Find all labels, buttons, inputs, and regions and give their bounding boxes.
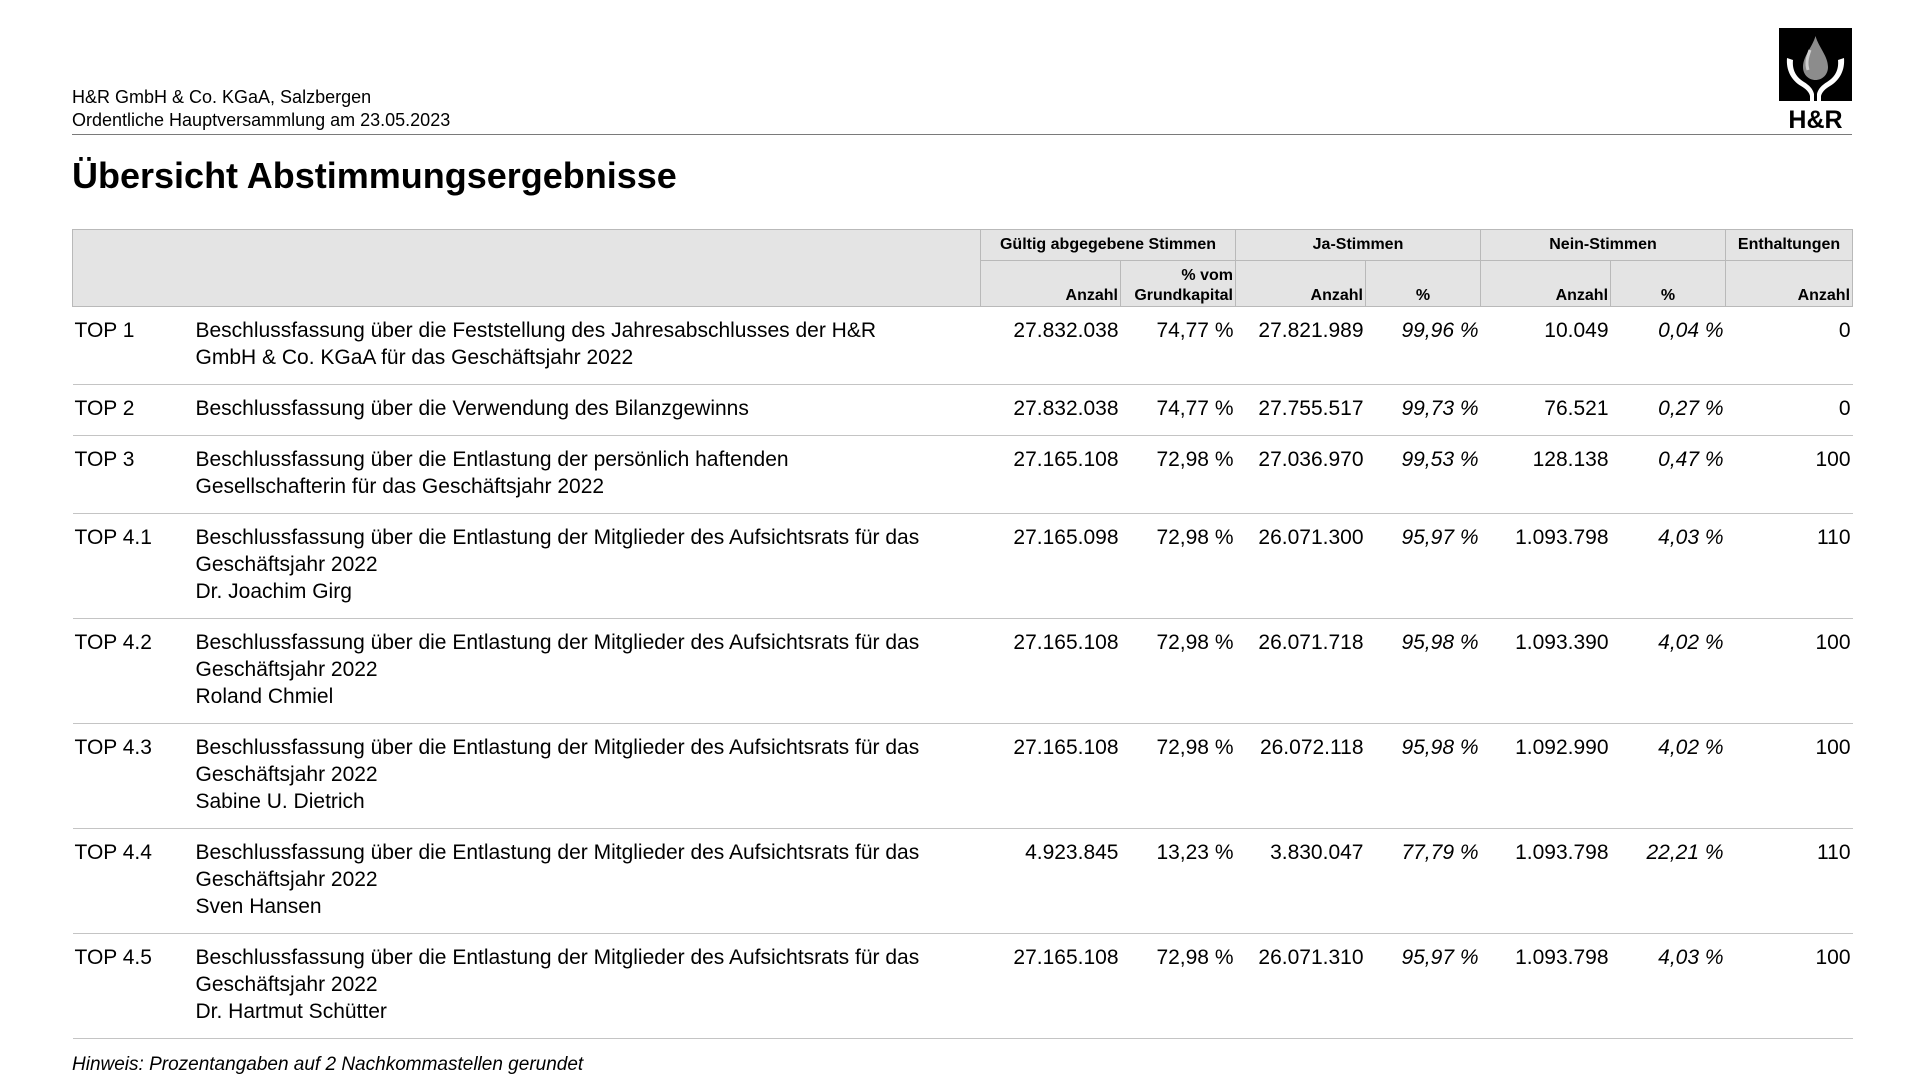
valid-votes-pct: 72,98 % <box>1121 724 1236 829</box>
no-votes-pct: 22,21 % <box>1611 829 1726 934</box>
agenda-item: TOP 4.3 <box>73 724 194 829</box>
resolution-description <box>194 514 981 619</box>
yes-votes-pct: 95,98 % <box>1366 724 1481 829</box>
yes-votes-count: 27.821.989 <box>1236 307 1366 385</box>
no-votes-pct: 4,02 % <box>1611 619 1726 724</box>
yes-votes-pct: 77,79 % <box>1366 829 1481 934</box>
no-votes-pct: 4,03 % <box>1611 514 1726 619</box>
valid-votes-pct: 72,98 % <box>1121 619 1236 724</box>
table-row <box>73 619 1853 724</box>
valid-votes-pct: 74,77 % <box>1121 385 1236 436</box>
yes-votes-pct: 95,97 % <box>1366 934 1481 1039</box>
company-name: H&R GmbH & Co. KGaA, Salzbergen <box>72 87 372 107</box>
description-line: Gesellschafterin für das Geschäftsjahr 2022 <box>195 475 605 498</box>
yes-votes-count: 26.072.118 <box>1236 724 1366 829</box>
yes-votes-pct: 95,97 % <box>1366 514 1481 619</box>
board-member-name: Sabine U. Dietrich <box>195 790 365 813</box>
yes-votes-count: 26.071.300 <box>1236 514 1366 619</box>
header-yes-count: Anzahl <box>1236 261 1366 307</box>
rounding-note: Hinweis: Prozentangaben auf 2 Nachkommastellen gerundet <box>72 1054 584 1075</box>
no-votes-count: 1.092.990 <box>1481 724 1611 829</box>
table-row <box>73 724 1853 829</box>
hr-logo <box>1779 28 1852 130</box>
no-votes-pct: 0,04 % <box>1611 307 1726 385</box>
results-body <box>73 307 1853 1039</box>
description-line: Geschäftsjahr 2022 <box>195 868 378 891</box>
valid-votes-count: 27.165.108 <box>981 619 1121 724</box>
header-no-pct: % <box>1611 261 1726 307</box>
no-votes-pct: 0,27 % <box>1611 385 1726 436</box>
resolution-description <box>194 307 981 385</box>
yes-votes-pct: 99,96 % <box>1366 307 1481 385</box>
abstentions-count: 110 <box>1726 514 1853 619</box>
description-line: Geschäftsjahr 2022 <box>195 763 378 786</box>
agenda-item: TOP 4.5 <box>73 934 194 1039</box>
board-member-name: Sven Hansen <box>195 895 322 918</box>
valid-votes-count: 27.165.108 <box>981 436 1121 514</box>
abstentions-count: 100 <box>1726 436 1853 514</box>
document-page <box>72 0 1852 1080</box>
voting-results-table <box>72 229 1853 1039</box>
header-blank <box>73 230 981 307</box>
table-row <box>73 385 1853 436</box>
header-valid-pct-line2: Grundkapital <box>1134 287 1233 304</box>
yes-votes-count: 27.755.517 <box>1236 385 1366 436</box>
header-valid-pct <box>1121 261 1236 307</box>
no-votes-count: 1.093.798 <box>1481 514 1611 619</box>
valid-votes-count: 27.165.108 <box>981 724 1121 829</box>
agenda-item: TOP 3 <box>73 436 194 514</box>
description-line: Geschäftsjahr 2022 <box>195 553 378 576</box>
yes-votes-pct: 99,53 % <box>1366 436 1481 514</box>
table-row <box>73 436 1853 514</box>
no-votes-count: 10.049 <box>1481 307 1611 385</box>
table-row <box>73 307 1853 385</box>
resolution-description <box>194 829 981 934</box>
header-abstentions: Enthaltungen <box>1726 230 1853 261</box>
description-line: Beschlussfassung über die Entlastung der Mitglieder des Aufsichtsrats für das <box>195 841 920 864</box>
table-row <box>73 514 1853 619</box>
header-no-votes: Nein-Stimmen <box>1481 230 1726 261</box>
header-abstain-count: Anzahl <box>1726 261 1853 307</box>
no-votes-pct: 4,02 % <box>1611 724 1726 829</box>
header-no-count: Anzahl <box>1481 261 1611 307</box>
board-member-name: Dr. Hartmut Schütter <box>195 1000 387 1023</box>
resolution-description <box>194 385 981 436</box>
valid-votes-pct: 74,77 % <box>1121 307 1236 385</box>
resolution-description <box>194 724 981 829</box>
no-votes-count: 1.093.798 <box>1481 829 1611 934</box>
header-yes-pct: % <box>1366 261 1481 307</box>
description-line: GmbH & Co. KGaA für das Geschäftsjahr 2022 <box>195 346 634 369</box>
svg-text:H&R: H&R <box>1788 106 1843 130</box>
table-row <box>73 934 1853 1039</box>
valid-votes-count: 4.923.845 <box>981 829 1121 934</box>
yes-votes-pct: 95,98 % <box>1366 619 1481 724</box>
no-votes-pct: 0,47 % <box>1611 436 1726 514</box>
description-line: Beschlussfassung über die Entlastung der Mitglieder des Aufsichtsrats für das <box>195 736 920 759</box>
yes-votes-count: 27.036.970 <box>1236 436 1366 514</box>
page-title: Übersicht Abstimmungsergebnisse <box>72 155 677 196</box>
valid-votes-count: 27.165.108 <box>981 934 1121 1039</box>
resolution-description <box>194 436 981 514</box>
description-line: Beschlussfassung über die Verwendung des Bilanzgewinns <box>195 397 749 420</box>
agenda-item: TOP 2 <box>73 385 194 436</box>
yes-votes-count: 3.830.047 <box>1236 829 1366 934</box>
no-votes-count: 1.093.798 <box>1481 934 1611 1039</box>
resolution-description <box>194 619 981 724</box>
document-header <box>72 86 1852 135</box>
description-line: Geschäftsjahr 2022 <box>195 658 378 681</box>
table-group-header-row <box>73 230 1853 261</box>
description-line: Beschlussfassung über die Entlastung der Mitglieder des Aufsichtsrats für das <box>195 526 920 549</box>
no-votes-count: 128.138 <box>1481 436 1611 514</box>
header-valid-pct-line1: % vom <box>1181 267 1233 284</box>
table-row <box>73 829 1853 934</box>
resolution-description <box>194 934 981 1039</box>
no-votes-pct: 4,03 % <box>1611 934 1726 1039</box>
description-line: Beschlussfassung über die Entlastung der persönlich haftenden <box>195 448 789 471</box>
abstentions-count: 100 <box>1726 619 1853 724</box>
valid-votes-count: 27.832.038 <box>981 385 1121 436</box>
abstentions-count: 100 <box>1726 724 1853 829</box>
abstentions-count: 0 <box>1726 385 1853 436</box>
valid-votes-pct: 72,98 % <box>1121 436 1236 514</box>
valid-votes-pct: 72,98 % <box>1121 934 1236 1039</box>
agenda-item: TOP 4.2 <box>73 619 194 724</box>
no-votes-count: 1.093.390 <box>1481 619 1611 724</box>
valid-votes-pct: 72,98 % <box>1121 514 1236 619</box>
valid-votes-count: 27.165.098 <box>981 514 1121 619</box>
valid-votes-count: 27.832.038 <box>981 307 1121 385</box>
agenda-item: TOP 4.4 <box>73 829 194 934</box>
abstentions-count: 0 <box>1726 307 1853 385</box>
description-line: Beschlussfassung über die Feststellung des Jahresabschlusses der H&R <box>195 319 877 342</box>
board-member-name: Roland Chmiel <box>195 685 334 708</box>
yes-votes-pct: 99,73 % <box>1366 385 1481 436</box>
board-member-name: Dr. Joachim Girg <box>195 580 352 603</box>
abstentions-count: 100 <box>1726 934 1853 1039</box>
valid-votes-pct: 13,23 % <box>1121 829 1236 934</box>
meeting-line: Ordentliche Hauptversammlung am 23.05.2023 <box>72 110 451 130</box>
abstentions-count: 110 <box>1726 829 1853 934</box>
agenda-item: TOP 1 <box>73 307 194 385</box>
yes-votes-count: 26.071.310 <box>1236 934 1366 1039</box>
yes-votes-count: 26.071.718 <box>1236 619 1366 724</box>
description-line: Beschlussfassung über die Entlastung der Mitglieder des Aufsichtsrats für das <box>195 946 920 969</box>
header-yes-votes: Ja-Stimmen <box>1236 230 1481 261</box>
agenda-item: TOP 4.1 <box>73 514 194 619</box>
hr-logo-icon <box>1779 28 1852 130</box>
header-valid-count: Anzahl <box>981 261 1121 307</box>
no-votes-count: 76.521 <box>1481 385 1611 436</box>
description-line: Beschlussfassung über die Entlastung der Mitglieder des Aufsichtsrats für das <box>195 631 920 654</box>
header-valid-votes: Gültig abgegebene Stimmen <box>981 230 1236 261</box>
description-line: Geschäftsjahr 2022 <box>195 973 378 996</box>
